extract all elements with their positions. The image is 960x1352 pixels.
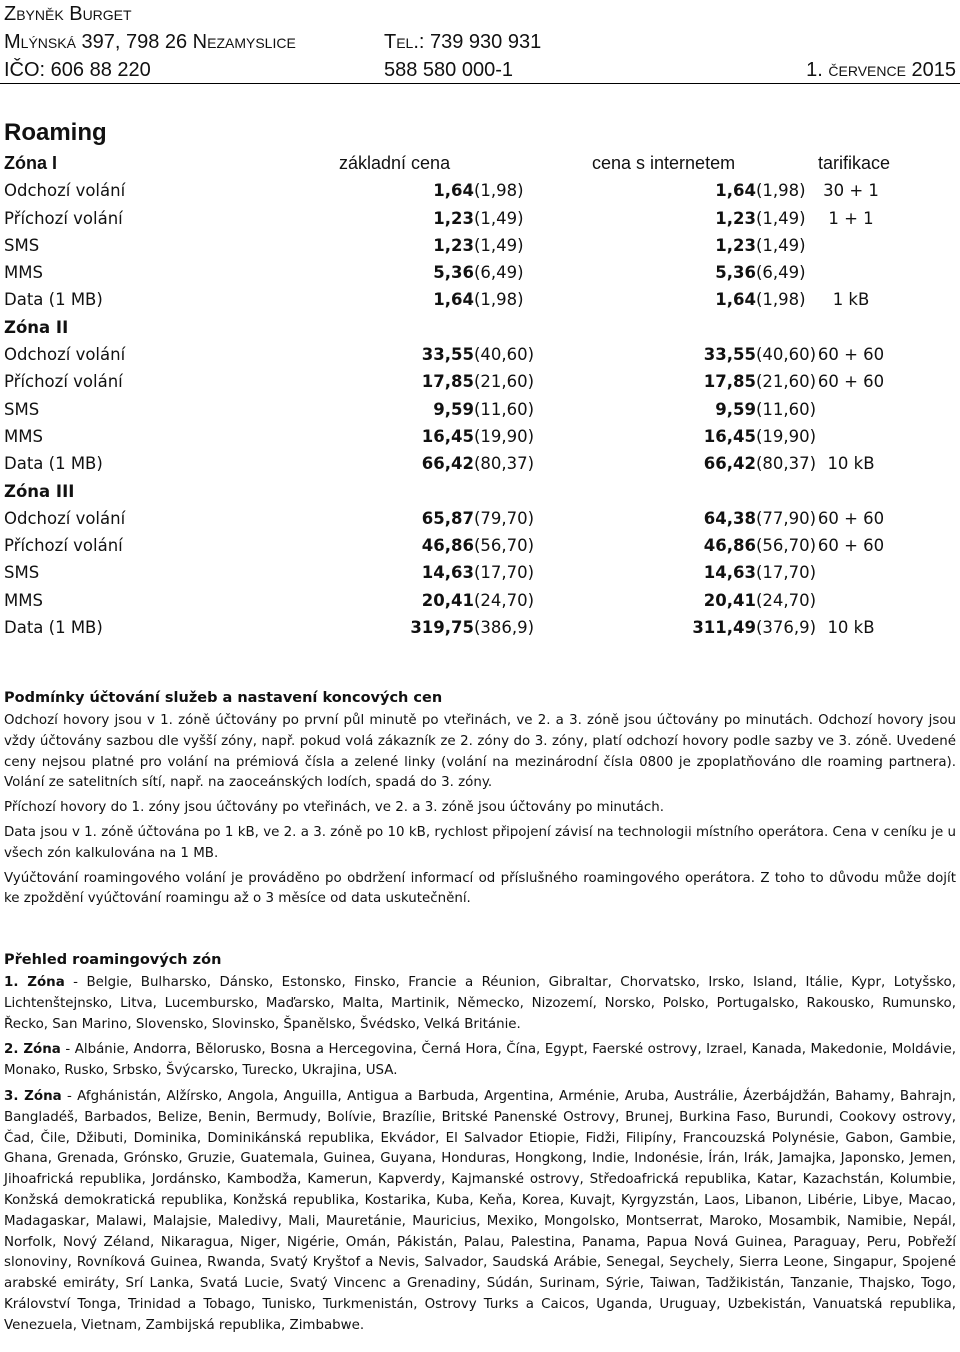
internet-price: [616, 532, 817, 559]
internet-price: [616, 559, 817, 586]
price-without-vat: 66,42: [421, 454, 474, 474]
internet-price: [616, 259, 806, 286]
price-without-vat: 1,23: [433, 235, 474, 255]
price-with-vat: (6,49): [756, 263, 806, 283]
price-without-vat: 16,45: [421, 426, 474, 446]
price-without-vat: 46,86: [703, 536, 756, 556]
service-label: Odchozí volání: [4, 345, 126, 365]
price-with-vat: (19,90): [474, 426, 535, 446]
price-with-vat: (56,70): [474, 536, 535, 556]
tariffing: 60 + 60: [817, 372, 885, 392]
base-price: [336, 559, 535, 586]
tariffing: 30 + 1: [823, 181, 879, 201]
overview-heading: Přehled roamingových zón: [4, 952, 222, 968]
price-with-vat: (1,49): [474, 235, 524, 255]
price-row: [4, 614, 956, 641]
price-without-vat: 17,85: [421, 372, 474, 392]
internet-price: [616, 396, 817, 423]
price-without-vat: 66,42: [703, 454, 756, 474]
tariffing: 60 + 60: [817, 508, 885, 528]
price-with-vat: (19,90): [756, 426, 817, 446]
price-with-vat: (1,98): [756, 290, 806, 310]
tariffing: 1 + 1: [828, 208, 874, 228]
price-row: [4, 368, 956, 395]
price-without-vat: 5,36: [433, 263, 474, 283]
tariffing: 60 + 60: [817, 536, 885, 556]
company-ico: IČO: 606 88 220: [4, 59, 151, 81]
price-without-vat: 33,55: [703, 345, 756, 365]
conditions-heading: Podmínky účtování služeb a nastavení koncových cen: [4, 690, 443, 706]
price-without-vat: 1,23: [715, 208, 756, 228]
service-label: SMS: [4, 235, 40, 255]
overview-zone-3: [4, 1087, 956, 1337]
price-row: [4, 559, 956, 586]
price-with-vat: (11,60): [756, 399, 817, 419]
price-with-vat: (24,70): [756, 590, 817, 610]
company-phone: Tel.: 739 930 931: [384, 31, 542, 53]
service-label: SMS: [4, 399, 40, 419]
price-with-vat: (1,49): [474, 208, 524, 228]
price-with-vat: (56,70): [756, 536, 817, 556]
price-without-vat: 14,63: [421, 563, 474, 583]
price-without-vat: 14,63: [703, 563, 756, 583]
price-with-vat: (40,60): [756, 345, 817, 365]
service-label: Data (1 MB): [4, 290, 103, 310]
base-price: [336, 368, 535, 395]
price-with-vat: (1,49): [756, 208, 806, 228]
price-with-vat: (40,60): [474, 345, 535, 365]
base-price: [336, 423, 535, 450]
internet-price: [616, 587, 817, 614]
base-price: [336, 286, 524, 313]
price-row: [4, 450, 956, 477]
base-price: [336, 232, 524, 259]
internet-price: [616, 205, 806, 232]
service-label: MMS: [4, 426, 43, 446]
price-with-vat: (17,70): [756, 563, 817, 583]
column-header-internet-price: cena s internetem: [592, 153, 736, 173]
service-label: Příchozí volání: [4, 536, 123, 556]
conditions-paragraph: Data jsou v 1. zóně účtována po 1 kB, ve 2. a 3. zóně po 10 kB, rychlost připojení závisí na technologii místního operátora. Cena v ceníku je u všech zón kalkulována na 1 MB.: [4, 824, 956, 861]
price-row: [4, 341, 956, 368]
conditions-paragraph: Vyúčtování roamingového volání je prováděno po obdržení informací od příslušného roamingového operátora. Z toho to důvodu může dojít ke zpoždění vyúčtování roamingu až o 3 měsíce od data uskutečnění.: [4, 870, 956, 907]
price-without-vat: 20,41: [703, 590, 756, 610]
price-with-vat: (80,37): [474, 454, 535, 474]
price-with-vat: (1,98): [756, 181, 806, 201]
letterhead: [4, 0, 956, 84]
internet-price: [616, 450, 817, 477]
zone-countries: - Afghánistán, Alžírsko, Angola, Anguilla, Antigua a Barbuda, Argentina, Arménie, Aruba, Austrálie, Ázerbájdžán, Bahamy, Bahrajn, Bangladéš, Barbados, Belize, Benin, Bermudy, Bolívie, Brazílie, Britské Panenské Ostrovy, Brunej, Burkina Faso, Burundi, Cookovy ostrovy, Čad, Čile, Džibuti, Dominika, Dominikánská republika, Ekvádor, El Salvador Etiopie, Fidži, Filipíny, Francouzská Polynésie, Gabon, Gambie, Ghana, Grenada, Grónsko, Gruzie, Guatemala, Guinea, Guyana, Honduras, Hongkong, Indie, Indonésie, Írán, Irák, Jamajka, Japonsko, Jemen, Jihoafrická republika, Jordánsko, Kambodža, Kamerun, Kapverdy, Kajmanské ostrovy, Středoafrická republika, Katar, Kazachstán, Kolumbie, Konžská demokratická republika, Konžská republika, Kostarika, Kuba, Keňa, Korea, Kuvajt, Kyrgyzstán, Laos, Libanon, Libérie, Libye, Macao, Madagaskar, Malawi, Malajsie, Maledivy, Mali, Mauretánie, Mauricius, Mexiko, Mongolsko, Montserrat, Maroko, Mosambik, Namibie, Nepál, Norfolk, Nový Zéland, Nikaragua, Niger, Nigérie, Omán, Pákistán, Palau, Palestina, Panama, Papua Nová Guinea, Paraguay, Peru, Pobřeží slonoviny, Rovníková Guinea, Rwanda, Svatý Kryštof a Nevis, Salvador, Saudská Arábie, Senegal, Seychely, Sierra Leone, Singapur, Spojené arabské emiráty, Srí Lanka, Svatá Lucie, Svatý Vincenc a Grenadiny, Súdán, Surinam, Sýrie, Taiwan, Tadžikistán, Tanzanie, Thajsko, Togo, Království Tonga, Trinidad a Tobago, Tunisko, Turkmenistán, Ostrovy Turks a Caicos, Uganda, Uruguay, Uzbekistán, Vanuatská republika, Venezuela, Vietnam, Zambijská republika, Zimbabwe.: [4, 1088, 956, 1333]
price-without-vat: 46,86: [421, 536, 474, 556]
column-header-base-price: základní cena: [339, 153, 451, 173]
price-without-vat: 1,64: [715, 181, 756, 201]
service-label: Odchozí volání: [4, 181, 126, 201]
price-with-vat: (79,70): [474, 508, 535, 528]
zone-3-header-row: [4, 478, 956, 505]
overview-zone-2: [4, 1040, 956, 1082]
price-without-vat: 319,75: [410, 618, 474, 638]
service-label: MMS: [4, 590, 43, 610]
price-row: [4, 177, 956, 204]
price-without-vat: 5,36: [715, 263, 756, 283]
company-name: Zbyněk Burget: [4, 3, 132, 25]
internet-price: [616, 341, 817, 368]
roaming-price-table: [4, 150, 956, 641]
zone-title: Zóna II: [4, 317, 69, 337]
base-price: [336, 532, 535, 559]
letterhead-row-2: [4, 28, 956, 56]
price-without-vat: 311,49: [692, 618, 756, 638]
base-price: [336, 259, 524, 286]
zone-2-rows: [4, 341, 956, 477]
letterhead-row-1: [4, 0, 956, 28]
base-price: [336, 177, 524, 204]
price-row: [4, 205, 956, 232]
price-row: [4, 505, 956, 532]
price-without-vat: 64,38: [703, 508, 756, 528]
price-with-vat: (21,60): [756, 372, 817, 392]
zone-label: 1. Zóna: [4, 975, 65, 990]
roaming-zones-overview: [4, 948, 956, 1342]
internet-price: [616, 368, 817, 395]
price-without-vat: 1,64: [433, 290, 474, 310]
tariffing: 10 kB: [827, 618, 875, 638]
company-account: 588 580 000-1: [384, 59, 514, 81]
conditions-paragraph: Příchozí hovory do 1. zóny jsou účtovány po vteřinách, ve 2. a 3. zóně jsou účtovány po minutách.: [4, 800, 664, 816]
price-row: [4, 532, 956, 559]
zone-1-header-row: [4, 150, 956, 177]
price-with-vat: (17,70): [474, 563, 535, 583]
internet-price: [616, 177, 806, 204]
page-title: Roaming: [4, 119, 107, 146]
internet-price: [616, 423, 817, 450]
price-row: [4, 286, 956, 313]
price-with-vat: (376,9): [756, 618, 817, 638]
zone-countries: - Belgie, Bulharsko, Dánsko, Estonsko, Finsko, Francie a Réunion, Gibraltar, Chorvatsko, Irsko, Island, Itálie, Kypr, Lotyšsko, Lichtenštejnsko, Litva, Lucembursko, Maďarsko, Malta, Martinik, Německo, Nizozemí, Norsko, Polsko, Portugalsko, Rakousko, Rumunsko, Řecko, San Marino, Slovensko, Slovinsko, Španělsko, Švédsko, Velká Británie.: [4, 975, 956, 1032]
price-row: [4, 587, 956, 614]
base-price: [336, 614, 535, 641]
price-with-vat: (11,60): [474, 399, 535, 419]
price-with-vat: (21,60): [474, 372, 535, 392]
zone-1-rows: [4, 177, 956, 313]
base-price: [336, 505, 535, 532]
price-without-vat: 16,45: [703, 426, 756, 446]
zone-title: Zóna I: [4, 153, 57, 173]
price-with-vat: (77,90): [756, 508, 817, 528]
price-without-vat: 17,85: [703, 372, 756, 392]
tariffing: 1 kB: [832, 290, 870, 310]
service-label: Příchozí volání: [4, 372, 123, 392]
internet-price: [616, 505, 817, 532]
internet-price: [616, 614, 817, 641]
column-header-tariffing: tarifikace: [818, 153, 891, 173]
zone-label: 2. Zóna: [4, 1042, 61, 1058]
price-without-vat: 1,23: [433, 208, 474, 228]
internet-price: [616, 232, 806, 259]
price-with-vat: (1,98): [474, 181, 524, 201]
base-price: [336, 587, 535, 614]
price-with-vat: (1,49): [756, 235, 806, 255]
price-without-vat: 65,87: [421, 508, 474, 528]
service-label: Příchozí volání: [4, 208, 123, 228]
price-row: [4, 423, 956, 450]
price-without-vat: 1,64: [715, 290, 756, 310]
document-date: 1. července 2015: [806, 59, 956, 81]
price-row: [4, 232, 956, 259]
zone-2-header-row: [4, 314, 956, 341]
price-without-vat: 20,41: [421, 590, 474, 610]
internet-price: [616, 286, 806, 313]
header-divider: [0, 83, 960, 84]
price-with-vat: (6,49): [474, 263, 524, 283]
overview-zone-1: [4, 973, 956, 1035]
service-label: SMS: [4, 563, 40, 583]
service-label: Data (1 MB): [4, 454, 103, 474]
base-price: [336, 450, 535, 477]
service-label: Data (1 MB): [4, 618, 103, 638]
tariffing: 60 + 60: [817, 345, 885, 365]
base-price: [336, 341, 535, 368]
zone-3-rows: [4, 505, 956, 641]
zone-title: Zóna III: [4, 481, 75, 501]
tariffing: 10 kB: [827, 454, 875, 474]
service-label: Odchozí volání: [4, 508, 126, 528]
price-row: [4, 259, 956, 286]
zone-label: 3. Zóna: [4, 1088, 62, 1104]
company-address: Mlýnská 397, 798 26 Nezamyslice: [4, 31, 296, 53]
price-without-vat: 1,64: [433, 181, 474, 201]
conditions-paragraph: Odchozí hovory jsou v 1. zóně účtovány po první půl minutě po vteřinách, ve 2. a 3. zóně jsou účtovány po minutách. Odchozí hovory jsou vždy účtovány sazbou dle vyšší zóny, např. pokud volá zákazník ze 2. zóny do 3. zóny, platí odchozí hovory podle sazby ve 3. zóně. Uvedené ceny nejsou platné pro volání na prémiová čísla a zelené linky (volání na mezinárodní čísla 0800 je zpoplatňováno dle roaming partnera). Volání ze satelitních sítí, např. na zaoceánských lodích, spadá do 3. zóny.: [4, 713, 956, 791]
price-row: [4, 396, 956, 423]
base-price: [336, 396, 535, 423]
letterhead-row-3: [4, 56, 956, 84]
price-with-vat: (1,98): [474, 290, 524, 310]
billing-conditions-section: [4, 686, 956, 914]
price-with-vat: (80,37): [756, 454, 817, 474]
service-label: MMS: [4, 263, 43, 283]
price-without-vat: 33,55: [421, 345, 474, 365]
price-with-vat: (386,9): [474, 618, 535, 638]
base-price: [336, 205, 524, 232]
price-without-vat: 9,59: [433, 399, 474, 419]
price-without-vat: 1,23: [715, 235, 756, 255]
price-without-vat: 9,59: [715, 399, 756, 419]
price-with-vat: (24,70): [474, 590, 535, 610]
zone-countries: - Albánie, Andorra, Bělorusko, Bosna a Hercegovina, Černá Hora, Čína, Egypt, Faerské ostrovy, Izrael, Kanada, Makedonie, Moldávie, Monako, Rusko, Srbsko, Švýcarsko, Turecko, Ukrajina, USA.: [4, 1042, 957, 1079]
